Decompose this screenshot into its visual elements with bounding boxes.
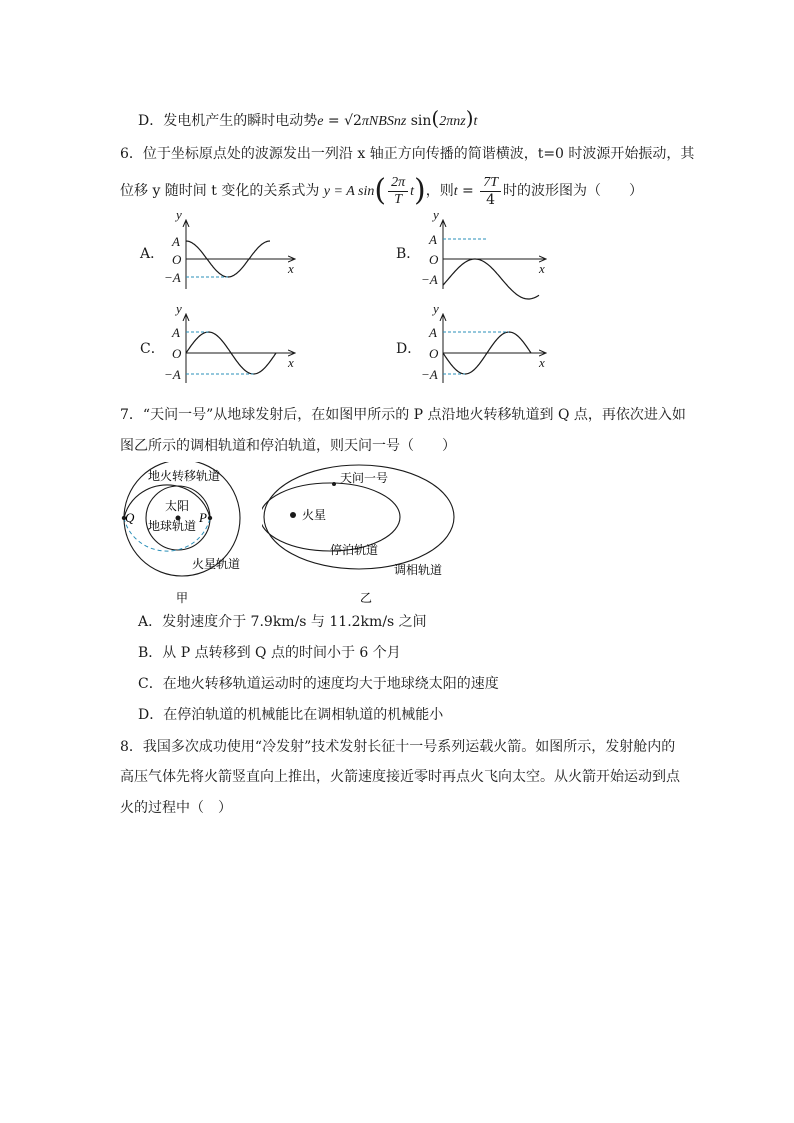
probe-dot	[332, 482, 336, 486]
label-parking-orbit: 停泊轨道	[330, 543, 379, 557]
q6-line2-eq2: =	[457, 183, 479, 199]
graph-d-y-label: y	[433, 301, 439, 316]
q7-line1: 7．“天问一号”从地球发射后，在如图甲所示的 P 点沿地火转移轨道到 Q 点，再依次进入如	[120, 407, 686, 423]
q6-line2-c: 时的波形图为（ ）	[503, 183, 644, 199]
q6-frac1-den: T	[394, 191, 402, 207]
mars-dot	[290, 512, 296, 518]
point-p-dot	[208, 516, 212, 520]
q5-formula-inner: 2πnz	[439, 114, 466, 129]
graph-c-label-neg-a: −A	[164, 367, 181, 382]
label-phasing-orbit: 调相轨道	[394, 563, 443, 577]
q6-option-b: B．	[396, 246, 421, 262]
q7-figure-right	[262, 462, 462, 612]
caption-right: 乙	[360, 591, 373, 605]
q8-line2: 高压气体先将火箭竖直向上推出，火箭速度接近零时再点火飞向太空。从火箭开始运动到点	[120, 769, 680, 785]
q6-line1: 6．位于坐标原点处的波源发出一列沿 x 轴正方向传播的简谐横波，t=0 时波源开始振动，其	[120, 146, 695, 162]
q7-line2: 图乙所示的调相轨道和停泊轨道，则天问一号（ ）	[120, 438, 456, 454]
q6-line2: 位移 y 随时间 t 变化的关系式为 y = A sin( $\frac{2\pi}{T}$ t)，则t = $\frac{7T}{4}$ 时的波形图为（ ）	[120, 173, 644, 208]
label-mars-orbit: 火星轨道	[192, 557, 241, 571]
label-p: P	[199, 510, 207, 525]
graph-c-y-label: y	[176, 301, 182, 316]
graph-b-label-neg-a: −A	[421, 272, 438, 287]
q6-option-c: C．	[140, 341, 165, 357]
q5-option-d: D．发电机产生的瞬时电动势e = √2πNBSnz sin(2πnz)t	[138, 106, 478, 130]
q5-formula-lhs: e	[317, 114, 324, 129]
label-probe: 天问一号	[340, 471, 389, 485]
graph-d-label-o: O	[429, 346, 439, 361]
q7-figure-left	[118, 462, 258, 612]
label-transfer-orbit: 地火转移轨道	[148, 469, 221, 483]
q5-formula-sin: sin	[410, 113, 432, 129]
label-sun: 太阳	[165, 499, 190, 513]
q6-option-d: D．	[396, 341, 422, 357]
graph-a-label-o: O	[172, 252, 182, 267]
q5-formula-sqrt: √2	[344, 113, 362, 129]
q8-line1: 8．我国多次成功使用“冷发射”技术发射长征十一号系列运载火箭。如图所示，发射舱内的	[120, 739, 676, 755]
q6-line2-eq: = A sin	[330, 184, 375, 199]
caption-left: 甲	[176, 591, 189, 605]
q6-option-a: A．	[140, 246, 165, 262]
graph-b-y-label: y	[433, 207, 439, 222]
graph-c-x-label: x	[288, 355, 294, 370]
q6-line2-a: 位移 y 随时间 t 变化的关系式为	[120, 183, 320, 199]
q6-frac2-num: 7T	[480, 175, 501, 192]
q5-formula-tail: t	[473, 114, 478, 129]
q6-frac1-num: 2π	[388, 175, 408, 192]
q7-option-a: A．发射速度介于 7.9km/s 与 11.2km/s 之间	[138, 614, 427, 630]
graph-b-x-label: x	[539, 261, 545, 276]
q5-option-d-prefix: D．发电机产生的瞬时电动势	[138, 113, 318, 129]
q7-option-b: B．从 P 点转移到 Q 点的时间小于 6 个月	[138, 645, 401, 661]
q6-line2-t: t	[410, 184, 414, 199]
graph-b-label-a: A	[429, 232, 437, 247]
q6-line2-y: y	[323, 184, 331, 199]
q6-frac2-den: 4	[486, 191, 496, 208]
graph-c-label-o: O	[172, 346, 182, 361]
graph-a-label-neg-a: −A	[164, 270, 181, 285]
graph-a-label-a: A	[172, 234, 180, 249]
graph-b-label-o: O	[429, 252, 439, 267]
q6-line2-b: ，则	[425, 183, 454, 199]
graph-d-x-label: x	[539, 355, 545, 370]
parking-orbit	[262, 483, 400, 551]
q6-line2-t2: t	[453, 184, 458, 199]
q5-formula-expr: πNBSnz	[361, 114, 407, 129]
label-earth-orbit: 地球轨道	[148, 519, 197, 533]
q7-option-d: D．在停泊轨道的机械能比在调相轨道的机械能小	[138, 707, 444, 723]
graph-d-label-a: A	[429, 325, 437, 340]
graph-a-y-label: y	[176, 207, 182, 222]
graph-a-x-label: x	[288, 261, 294, 276]
graph-d-label-neg-a: −A	[421, 367, 438, 382]
label-mars: 火星	[302, 508, 327, 522]
graph-b-wave	[443, 259, 539, 299]
q7-option-c: C．在地火转移轨道运动时的速度均大于地球绕太阳的速度	[138, 676, 499, 692]
q8-line3: 火的过程中（ ）	[120, 800, 232, 816]
q5-formula-eq: =	[327, 113, 340, 129]
graph-c-label-a: A	[172, 325, 180, 340]
label-q: Q	[125, 510, 135, 525]
